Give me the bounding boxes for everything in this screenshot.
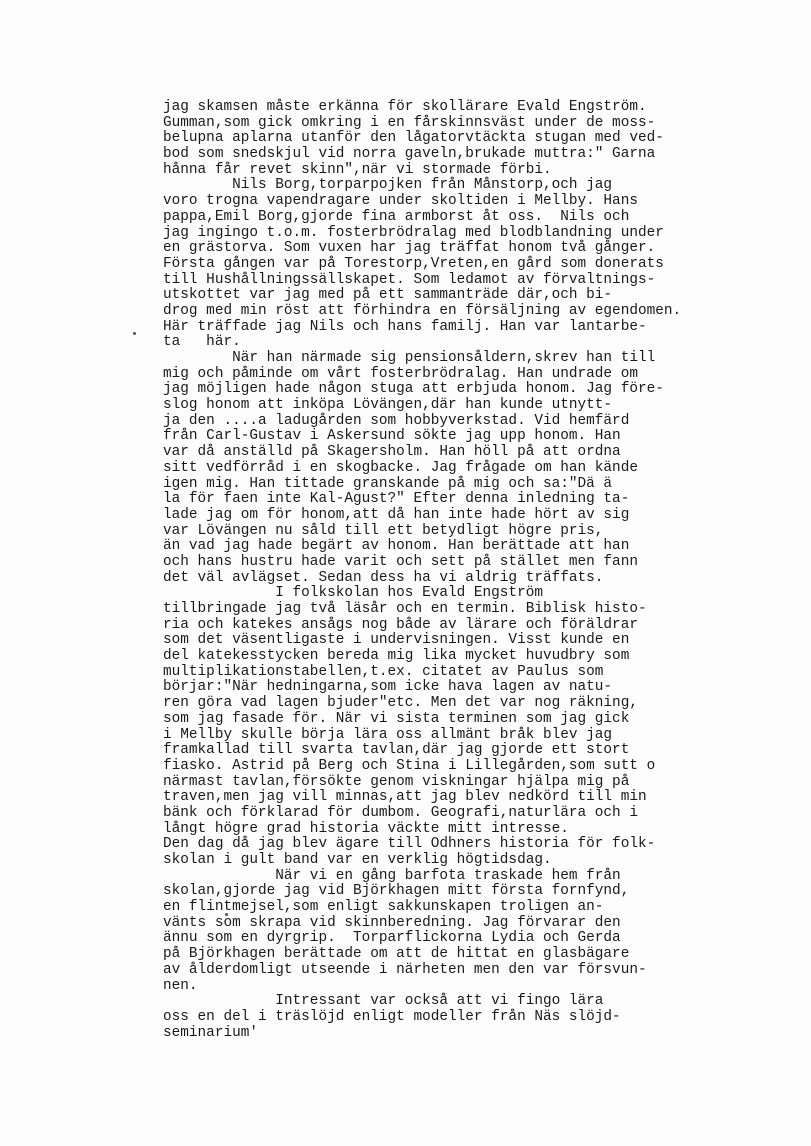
text-line: Gumman,som gick omkring i en fårskinnsväst under de moss- [163,114,656,131]
text-line: Första gången var på Torestorp,Vreten,en gård som donerats [163,255,664,272]
text-line: som det väsentligaste i undervisningen. Visst kunde en [163,632,630,649]
text-line: hånna får revet skinn",när vi stormade förbi. [163,161,552,178]
text-line: i Mellby skulle börja lära oss allmänt bråk blev jag [163,726,613,743]
text-line: slog honom att inköpa Lövängen,där han kunde utnytt- [163,397,613,414]
text-line: jag skamsen måste erkänna för skollärare Evald Engström. [163,99,647,115]
text-line: lade jag om för honom,att då han inte hade hört av sig [163,506,630,523]
text-line: skolan,gjorde jag vid Björkhagen mitt första fornfynd, [163,883,630,900]
margin-speck [133,332,136,335]
text-line: från Carl-Gustav i Askersund sökte jag upp honom. Han [163,428,621,445]
text-line: av ålderdomligt utseende i närheten men den var försvun- [163,961,647,978]
text-line: Här träffade jag Nils och hans familj. Han var lantarbe- [163,318,647,335]
text-line: till Hushållningssällskapet. Som ledamot av förvaltnings- [163,271,656,288]
text-line: bänk och förklarad för dumbom. Geografi,naturlära och i [163,804,638,821]
text-line: drog med min röst att förhindra en försäljning av egendomen. [163,302,682,319]
text-line: Den dag då jag blev ägare till Odhners historia för folk- [163,836,656,853]
text-line: som jag fasade för. När vi sista terminen som jag gick [163,710,630,727]
text-line: utskottet var jag med på ett sammanträde där,och bi- [163,287,613,304]
text-line: fiasko. Astrid på Berg och Stina i Lillegården,som sutt o [163,757,656,774]
text-line: När han närmade sig pensionsåldern,skrev han till [163,350,656,366]
text-line: på Björkhagen berättade om att de hittat en glasbägare [163,946,630,963]
text-line: och hans hustru hade varit och sett på stället men fann [163,553,638,570]
text-line: vänts som skrapa vid skinnberedning. Jag förvarar den [163,914,621,931]
text-line: seminarium' [163,1024,258,1041]
text-line: närmast tavlan,försökte genom viskningar hjälpa mig på [163,773,630,790]
text-line: belupna aplarna utanför den lågatorvtäckta stugan med ved- [163,130,664,147]
text-line: det väl avlägset. Sedan dess ha vi aldrig träffats. [163,569,604,586]
text-line: bod som snedskjul vid norra gaveln,brukade muttra:" Garna [163,146,656,163]
text-line: framkallad till svarta tavlan,där jag gjorde ett stort [163,742,630,759]
typewritten-text [163,100,763,1041]
text-line: del katekesstycken bereda mig lika mycket huvudbry som [163,648,630,665]
text-line: voro trogna vapendragare under skoltiden i Mellby. Hans [163,193,638,210]
text-line: var Lövängen nu såld till ett betydligt högre pris, [163,522,604,539]
text-line: en grästorva. Som vuxen har jag träffat honom två gånger. [163,240,656,257]
text-line: tillbringade jag två läsår och en termin. Biblisk histo- [163,601,647,617]
text-line: multiplikationstabellen,t.ex. citatet av Paulus som [163,663,604,680]
text-line: nen. [163,977,198,994]
text-line: än vad jag hade begärt av honom. Han berättade att han [163,538,630,555]
text-line: ren göra vad lagen bjuder"etc. Men det var nog räkning, [163,695,638,712]
text-line: en flintmejsel,som enligt sakkunskapen troligen an- [163,899,604,916]
text-line: ta här. [163,334,241,351]
text-line: traven,men jag vill minnas,att jag blev nedkörd till min [163,789,647,806]
text-line: mig och påminde om vårt fosterbrödralag. Han undrade om [163,365,638,382]
text-line: I folkskolan hos Evald Engström [163,585,543,602]
text-line: la för faen inte Kal-Agust?" Efter denna inledning ta- [163,491,630,508]
text-line: När vi en gång barfota traskade hem från [163,867,621,884]
text-line: var då anställd på Skagersholm. Han höll på att ordna [163,444,621,461]
text-line: skolan i gult band var en verklig högtidsdag. [163,852,552,868]
text-line: pappa,Emil Borg,gjorde fina armborst åt oss. Nils och [163,208,630,225]
text-line: ännu som en dyrgrip. Torparflickorna Lydia och Gerda [163,930,621,947]
text-line: oss en del i träslöjd enligt modeller från Näs slöjd- [163,1008,621,1025]
text-line: sitt vedförråd i en skogbacke. Jag frågade om han kände [163,459,638,476]
text-line: jag möjligen hade någon stuga att erbjuda honom. Jag före- [163,381,664,398]
text-line: långt högre grad historia väckte mitt intresse. [163,820,569,837]
text-line: jag ingingo t.o.m. fosterbrödralag med blodblandning under [163,224,664,241]
text-line: Intressant var också att vi fingo lära [163,993,604,1010]
text-line: börjar:"När hedningarna,som icke hava lagen av natu- [163,679,613,696]
text-line: ja den ....a ladugården som hobbyverkstad. Vid hemfärd [163,412,630,429]
text-line: ria och katekes ansågs nog både av lärare och föräldrar [163,616,638,633]
text-line: Nils Borg,torparpojken från Månstorp,och jag [163,177,613,194]
text-line: igen mig. Han tittade granskande på mig och sa:"Dä ä [163,475,613,492]
